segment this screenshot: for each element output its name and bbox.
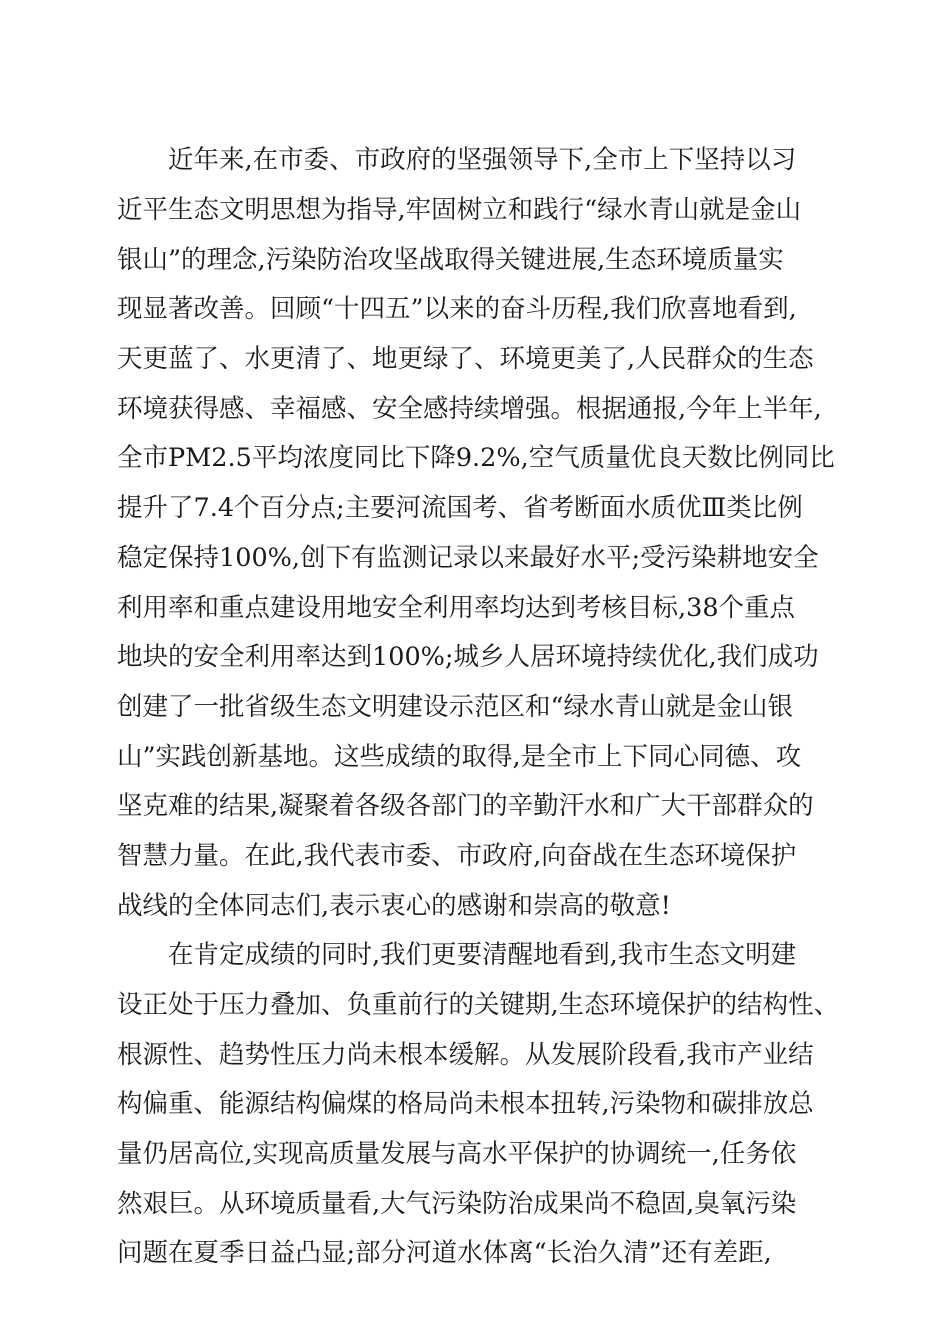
text-line: 问题在夏季日益凸显;部分河道水体离“长治久清”还有差距, [117, 1238, 772, 1268]
text-line: 智慧力量。在此,我代表市委、市政府,向奋战在生态环境保护 [117, 841, 797, 871]
text-line: 然艰巨。从环境质量看,大气污染防治成果尚不稳固,臭氧污染 [117, 1189, 797, 1219]
text-line: 坚克难的结果,凝聚着各级各部门的辛勤汗水和广大干部群众的 [117, 791, 814, 821]
text-line: 现显著改善。回顾“十四五”以来的奋斗历程,我们欣喜地看到, [117, 294, 797, 324]
text-line: 量仍居高位,实现高质量发展与高水平保护的协调统一,任务依 [117, 1139, 797, 1169]
text-line: 根源性、趋势性压力尚未根本缓解。从发展阶段看,我市产业结 [117, 1040, 814, 1070]
text-line: 近平生态文明思想为指导,牢固树立和践行“绿水青山就是金山 [117, 195, 802, 225]
text-line: 稳定保持100%,创下有监测记录以来最好水平;受污染耕地安全 [117, 543, 819, 573]
text-line: 全市PM2.5平均浓度同比下降9.2%,空气质量优良天数比例同比 [117, 443, 835, 473]
text-line: 银山”的理念,污染防治攻坚战取得关键进展,生态环境质量实 [117, 245, 784, 275]
text-line: 利用率和重点建设用地安全利用率均达到考核目标,38个重点 [117, 593, 796, 623]
text-line: 创建了一批省级生态文明建设示范区和“绿水青山就是金山银 [117, 692, 794, 722]
text-line: 天更蓝了、水更清了、地更绿了、环境更美了,人民群众的生态 [117, 344, 814, 374]
text-line: 山”实践创新基地。这些成绩的取得,是全市上下同心同德、攻 [117, 742, 802, 772]
text-line: 构偏重、能源结构偏煤的格局尚未根本扭转,污染物和碳排放总 [117, 1089, 814, 1119]
text-line: 设正处于压力叠加、负重前行的关键期,生态环境保护的结构性、 [117, 990, 840, 1020]
text-line: 地块的安全利用率达到100%;城乡人居环境持续优化,我们成功 [117, 642, 819, 672]
text-line: 近年来,在市委、市政府的坚强领导下,全市上下坚持以习 [117, 145, 797, 175]
text-line: 在肯定成绩的同时,我们更要清醒地看到,我市生态文明建 [117, 940, 797, 970]
text-line: 提升了7.4个百分点;主要河流国考、省考断面水质优Ⅲ类比例 [117, 493, 803, 523]
text-line: 环境获得感、幸福感、安全感持续增强。根据通报,今年上半年, [117, 394, 822, 424]
text-line: 战线的全体同志们,表示衷心的感谢和崇高的敬意! [117, 891, 671, 921]
